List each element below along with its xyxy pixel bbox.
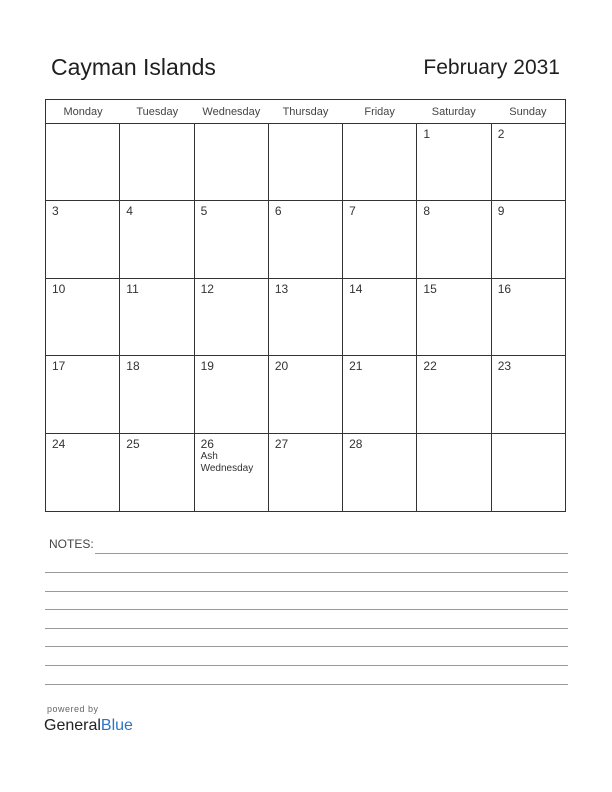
day-number: 4 — [126, 204, 133, 219]
weekday-header: Friday — [364, 106, 395, 118]
day-number: 3 — [52, 204, 59, 219]
weekday-header: Tuesday — [136, 106, 179, 118]
day-number: 7 — [349, 204, 356, 219]
calendar-grid — [45, 99, 566, 512]
day-number: 6 — [274, 204, 282, 219]
day-number: 20 — [274, 359, 289, 374]
notes-line — [45, 684, 568, 685]
weekday-header: Sunday — [509, 106, 547, 118]
day-cell — [491, 201, 565, 277]
weekday-header: Thursday — [282, 106, 329, 118]
calendar-week — [46, 279, 565, 356]
day-cell — [119, 356, 193, 432]
day-number: 17 — [52, 359, 66, 374]
day-cell — [268, 434, 342, 511]
day-cell — [416, 434, 490, 511]
day-cell — [194, 201, 268, 277]
brand-general: General — [44, 717, 101, 734]
day-cell — [194, 124, 268, 200]
weekday-header: Saturday — [431, 106, 476, 118]
day-cell — [491, 279, 565, 355]
notes-line — [45, 665, 568, 666]
day-number: 19 — [200, 359, 214, 374]
day-cell — [416, 279, 490, 355]
notes-line — [45, 646, 568, 647]
notes-label: NOTES: — [49, 537, 94, 551]
day-cell — [268, 124, 342, 200]
day-number: 5 — [200, 204, 208, 219]
day-cell — [342, 356, 416, 432]
weekday-header-row — [46, 100, 565, 124]
notes-line — [45, 609, 568, 610]
day-cell — [268, 356, 342, 432]
day-number: 10 — [52, 281, 66, 296]
weekday-header: Wednesday — [202, 106, 261, 118]
day-cell — [46, 434, 119, 511]
day-cell — [46, 124, 119, 200]
calendar-week — [46, 124, 565, 201]
day-number: 25 — [126, 436, 140, 451]
day-number: 26 — [200, 436, 214, 451]
day-cell — [194, 279, 268, 355]
day-cell — [268, 201, 342, 277]
day-cell — [416, 356, 490, 432]
day-number: 18 — [126, 359, 140, 374]
notes-line — [45, 591, 568, 592]
day-cell — [342, 124, 416, 200]
day-cell — [491, 356, 565, 432]
day-number: 22 — [423, 359, 437, 374]
powered-by-label: powered by — [47, 704, 99, 714]
day-cell — [119, 279, 193, 355]
day-cell — [46, 279, 119, 355]
day-number: 8 — [423, 204, 431, 219]
day-number: 13 — [274, 281, 289, 296]
day-cell — [342, 201, 416, 277]
day-cell — [119, 201, 193, 277]
day-cell — [194, 434, 268, 511]
day-number: 27 — [274, 436, 289, 451]
day-cell — [268, 279, 342, 355]
day-cell — [46, 201, 119, 277]
day-number: 23 — [497, 359, 512, 374]
day-number: 12 — [200, 281, 214, 296]
day-number: 24 — [52, 436, 66, 451]
day-number: 2 — [497, 127, 505, 141]
notes-line — [45, 572, 568, 573]
day-cell — [342, 279, 416, 355]
day-number: 1 — [423, 127, 431, 141]
notes-line — [45, 628, 568, 629]
day-number: 16 — [497, 281, 512, 296]
calendar-month-year: February 2031 — [423, 56, 560, 79]
day-cell — [119, 124, 193, 200]
day-cell — [491, 434, 565, 511]
day-cell — [119, 434, 193, 511]
day-cell — [194, 356, 268, 432]
day-number: 15 — [423, 281, 437, 296]
notes-line — [95, 553, 568, 554]
holiday-event: Ash Wednesday — [200, 450, 254, 474]
brand-blue: Blue — [100, 717, 133, 734]
day-cell — [342, 434, 416, 511]
day-cell — [416, 124, 490, 200]
day-cell — [416, 201, 490, 277]
day-number: 14 — [349, 281, 363, 296]
day-number: 9 — [497, 204, 505, 219]
day-number: 28 — [349, 436, 363, 451]
calendar-week — [46, 434, 565, 511]
weekday-header: Monday — [63, 106, 103, 118]
generalblue-logo — [44, 717, 133, 735]
day-cell — [491, 124, 565, 200]
calendar-week — [46, 356, 565, 433]
day-number: 11 — [126, 281, 139, 296]
day-cell — [46, 356, 119, 432]
calendar-week — [46, 201, 565, 278]
calendar-country-title: Cayman Islands — [51, 54, 216, 80]
day-number: 21 — [349, 359, 363, 374]
